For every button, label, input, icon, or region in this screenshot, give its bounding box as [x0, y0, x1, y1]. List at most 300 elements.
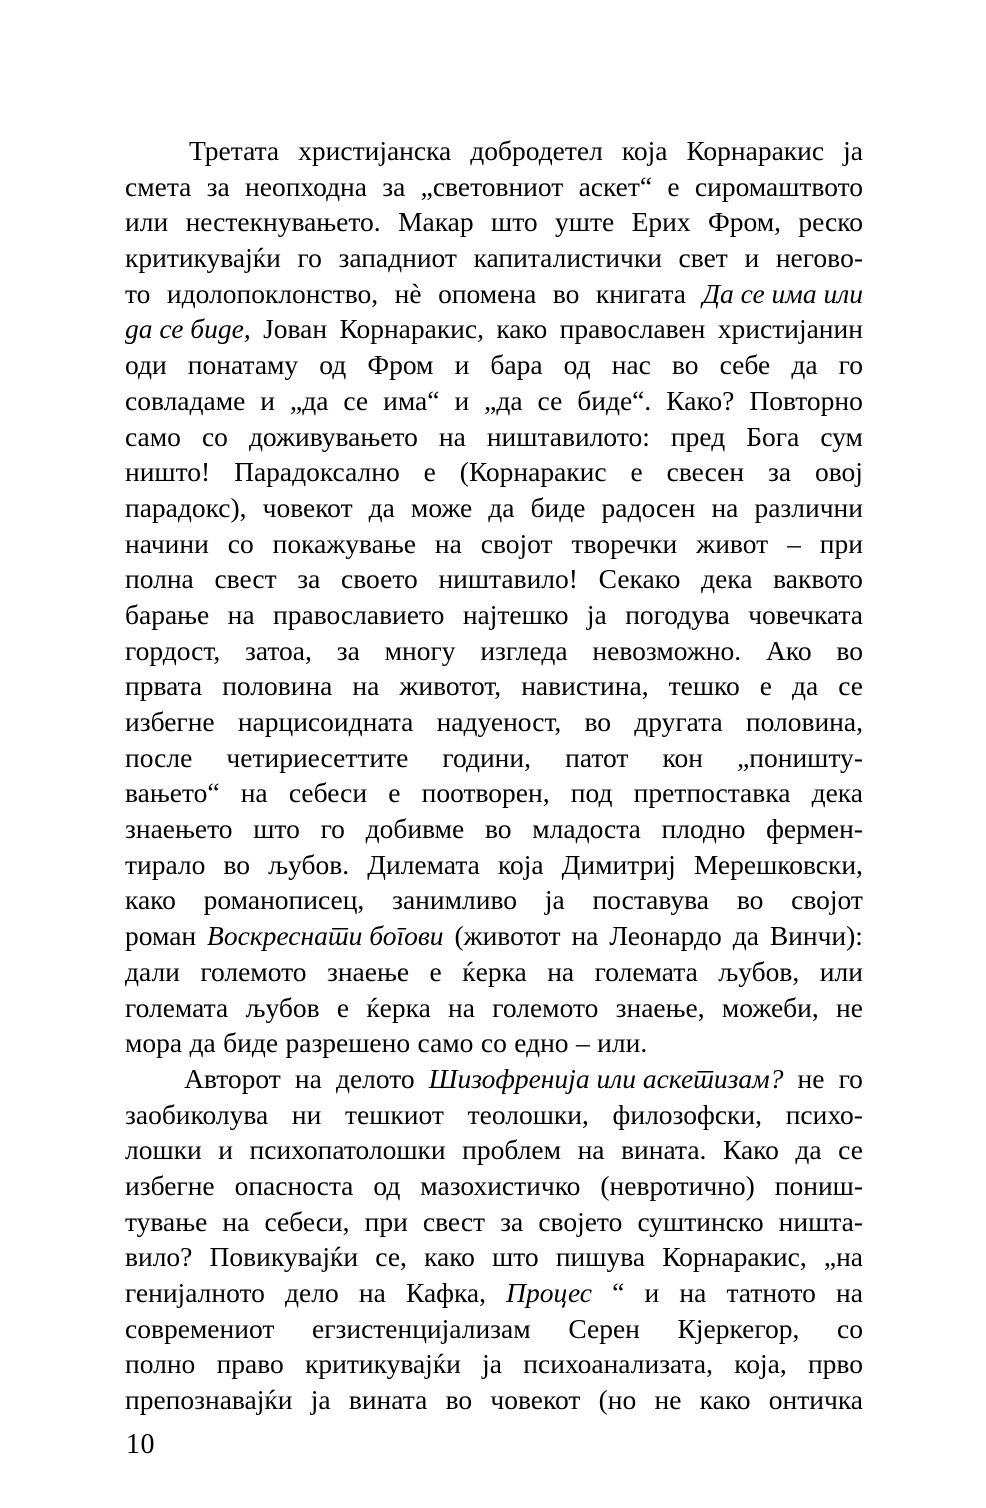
word: занимливо	[392, 884, 518, 916]
italic-title-word: да се биде,	[125, 313, 251, 345]
text-line	[125, 347, 863, 383]
word: во	[836, 634, 863, 666]
text-line	[125, 133, 863, 169]
word: своето	[341, 563, 418, 595]
word: вањето“	[125, 777, 220, 809]
word: генијалното	[125, 1277, 265, 1308]
text-line	[125, 1025, 863, 1061]
word: што	[492, 1241, 539, 1273]
word: на	[836, 1277, 863, 1308]
word: знаењето	[125, 813, 233, 845]
word: Секако	[598, 563, 681, 595]
text-line	[125, 811, 863, 847]
word: гордост,	[125, 634, 221, 666]
word: пониш-	[774, 1169, 863, 1201]
word: ја	[482, 1348, 503, 1380]
word: творечки	[571, 527, 678, 559]
word: мора	[125, 1027, 183, 1059]
word: нас	[611, 349, 651, 381]
word: со	[836, 1312, 863, 1344]
word: себе	[719, 349, 771, 381]
word: својот	[791, 884, 863, 916]
word: фермен-	[766, 813, 863, 845]
word: за	[206, 170, 230, 202]
body-text	[125, 133, 863, 1418]
word: во	[552, 277, 580, 309]
word: ваквото	[773, 563, 863, 595]
word: современиот	[125, 1312, 275, 1344]
word: ни	[291, 1098, 322, 1130]
word: то	[125, 277, 151, 309]
word: својето	[538, 1205, 623, 1237]
word: ништа-	[778, 1205, 863, 1237]
word: разрешено	[285, 1027, 411, 1059]
word: Повикувајќи	[209, 1241, 359, 1273]
word: не	[836, 991, 863, 1023]
word: да	[792, 670, 819, 702]
word: (животот	[454, 920, 561, 952]
word: на	[434, 527, 462, 559]
word: да	[368, 491, 395, 523]
word: избегне	[125, 706, 215, 737]
text-line	[125, 990, 863, 1026]
word: Јован	[263, 313, 328, 345]
word: од	[319, 349, 347, 381]
word: полна	[125, 563, 194, 595]
word: парадокс),	[125, 491, 247, 523]
word: на	[571, 920, 599, 952]
word: онтичка	[768, 1384, 863, 1416]
word: на	[222, 1205, 250, 1237]
text-line	[125, 383, 863, 419]
word: ја	[843, 135, 863, 166]
word: кон	[662, 741, 703, 773]
word: на	[294, 1062, 322, 1094]
word: романописец,	[203, 884, 365, 916]
word: прво	[807, 1348, 863, 1380]
word: роман	[125, 920, 197, 952]
word: Бога	[746, 420, 800, 452]
word: сиромаштвото	[694, 170, 863, 202]
word: патот	[565, 741, 629, 773]
word: и	[454, 349, 470, 381]
word: Корнаракис	[686, 135, 825, 166]
word: љубов.	[268, 848, 350, 880]
word: Авторот	[184, 1062, 281, 1094]
word: и	[260, 384, 276, 416]
word: тешко	[668, 670, 740, 702]
word: големото	[200, 955, 307, 987]
word: се,	[375, 1241, 407, 1273]
word: „поништу-	[737, 741, 863, 773]
word: пишува	[555, 1241, 646, 1273]
word: мазохистичко	[420, 1169, 581, 1201]
word: поставува	[592, 884, 710, 916]
text-line	[125, 1382, 863, 1418]
word: при	[819, 527, 863, 559]
word: можеби,	[721, 991, 819, 1023]
text-line	[125, 1311, 863, 1347]
word: Димитриј	[561, 848, 676, 880]
word: во	[584, 706, 612, 737]
word: како	[496, 313, 548, 345]
word: не	[797, 1062, 825, 1094]
text-line	[125, 490, 863, 526]
word: радосен	[601, 491, 696, 523]
word: Макар	[398, 206, 474, 238]
word: книгата	[595, 277, 686, 309]
word: надуеност,	[436, 706, 562, 737]
word: се	[537, 384, 563, 416]
word: тешкиот	[345, 1098, 444, 1130]
word: биде	[530, 491, 586, 523]
word: и	[744, 242, 760, 274]
word: за	[500, 1205, 524, 1237]
word: што	[253, 813, 300, 845]
word: Мерешковски,	[693, 848, 863, 880]
word: на	[679, 1277, 707, 1308]
word: на	[577, 1134, 605, 1166]
word: ништо!	[125, 456, 211, 488]
word: е	[667, 170, 680, 202]
quote-mark: “	[612, 1277, 625, 1308]
word: Дилемата	[367, 848, 480, 880]
word: Кјеркегор,	[677, 1312, 800, 1344]
word: Корнаракис,	[662, 1241, 807, 1273]
word: „световниот	[420, 170, 564, 202]
word: или	[819, 955, 863, 987]
word: од	[563, 349, 591, 381]
word: суштинско	[637, 1205, 764, 1237]
word: егзистенцијализам	[312, 1312, 531, 1344]
text-line	[125, 740, 863, 776]
word: понатаму	[187, 349, 299, 381]
word: ја	[586, 598, 607, 630]
word: во	[671, 349, 699, 381]
word: да	[795, 1134, 822, 1166]
word: невозможно.	[592, 634, 742, 666]
word: –	[575, 1027, 590, 1059]
word: под	[570, 777, 613, 809]
text-line	[125, 1097, 863, 1133]
word: да	[732, 920, 759, 952]
word: што	[491, 206, 538, 238]
word: ја	[310, 1384, 331, 1416]
word: на	[438, 420, 466, 452]
word: која,	[734, 1348, 787, 1380]
word: тирало	[125, 848, 206, 880]
word: Како	[722, 1134, 779, 1166]
word: само	[417, 1027, 474, 1059]
text-line	[125, 1061, 863, 1097]
word: Серен	[568, 1312, 640, 1344]
text-line	[125, 561, 863, 597]
word: четириесеттите	[226, 741, 409, 773]
word: од	[373, 1169, 401, 1201]
word: проблем	[462, 1134, 562, 1166]
word: биде“.	[577, 384, 652, 416]
word: совладаме	[125, 384, 246, 416]
word: Винчи):	[769, 920, 863, 952]
word: дека	[811, 777, 863, 809]
word: неговo-	[775, 242, 863, 274]
word: дека	[701, 563, 753, 595]
word: човекот	[490, 1384, 581, 1416]
word: нарцисоидната	[237, 706, 414, 737]
word: овој	[814, 456, 863, 488]
word: многу	[384, 634, 456, 666]
text-line	[125, 918, 863, 954]
word: да	[488, 491, 515, 523]
text-line	[125, 454, 863, 490]
word: добродетел	[470, 135, 603, 166]
text-line	[125, 847, 863, 883]
text-line	[125, 526, 863, 562]
word: на	[448, 991, 475, 1023]
word: најтешко	[462, 598, 569, 630]
word: христијанска	[298, 135, 452, 166]
word: при	[364, 1205, 408, 1237]
word: капиталистички	[473, 242, 662, 274]
word: се	[343, 384, 369, 416]
word: дали	[125, 955, 180, 987]
word: –	[787, 527, 801, 559]
word: со	[201, 420, 228, 452]
word: свест	[214, 563, 277, 595]
word: психо-	[785, 1098, 863, 1130]
word: православието	[273, 598, 445, 630]
text-line	[125, 169, 863, 205]
word: западниот	[338, 242, 457, 274]
word: за	[767, 456, 792, 488]
word: во	[445, 1384, 473, 1416]
word: „да	[290, 384, 329, 416]
text-line	[125, 276, 863, 312]
word: и	[644, 1277, 660, 1308]
word: ќерка	[462, 955, 527, 987]
text-line	[125, 240, 863, 276]
word: начини	[125, 527, 209, 559]
word: како	[125, 884, 176, 916]
word: или.	[597, 1027, 648, 1059]
text-line	[125, 419, 863, 455]
text-line	[125, 1132, 863, 1168]
word: идолопоклонство,	[166, 277, 379, 309]
word: психоанализата,	[523, 1348, 713, 1380]
word: свесен	[666, 456, 745, 488]
text-line	[125, 1239, 863, 1275]
word: е	[429, 955, 442, 987]
word: филозофски,	[612, 1098, 762, 1130]
word: живот	[696, 527, 769, 559]
word: човекот	[262, 491, 353, 523]
word: на	[711, 491, 739, 523]
word: со	[480, 1027, 507, 1059]
word: затоа,	[245, 634, 312, 666]
word: Ако	[766, 634, 812, 666]
word: половина	[222, 670, 333, 702]
word: лошки	[125, 1134, 202, 1166]
word: Ерих	[631, 206, 691, 238]
word: психопатолошки	[249, 1134, 446, 1166]
word: тување	[125, 1205, 208, 1237]
word: свет	[678, 242, 728, 274]
word: е	[759, 670, 772, 702]
word: татното	[726, 1277, 816, 1308]
word: различни	[754, 491, 863, 523]
word: христијанин	[717, 313, 863, 345]
text-line	[125, 1275, 863, 1311]
word: свест	[422, 1205, 486, 1237]
word: опомена	[438, 277, 537, 309]
word: бара	[490, 349, 543, 381]
word: препознавајќи	[125, 1384, 293, 1416]
word: (но	[598, 1384, 637, 1416]
word: големото	[492, 991, 599, 1023]
word: го	[838, 1062, 863, 1094]
word: го	[297, 242, 322, 274]
word: е	[423, 456, 436, 488]
word: изгледа	[480, 634, 568, 666]
text-line	[125, 1204, 863, 1240]
word: опасноста	[234, 1169, 354, 1201]
word: неопходна	[245, 170, 367, 202]
word: љубов	[245, 991, 320, 1023]
text-line	[125, 311, 863, 347]
word: другата	[634, 706, 723, 737]
word: или	[125, 206, 169, 238]
word: која	[498, 848, 544, 880]
word: Како?	[666, 384, 735, 416]
word: пред	[670, 420, 726, 452]
word: љубов,	[718, 955, 800, 987]
text-line	[125, 954, 863, 990]
word: не	[654, 1384, 682, 1416]
word: е	[336, 991, 350, 1023]
word: покажување	[272, 527, 416, 559]
word: за	[297, 563, 321, 595]
word: православен	[559, 313, 706, 345]
word: претпоставка	[633, 777, 791, 809]
word: ќерка	[366, 991, 431, 1023]
word: право	[216, 1348, 284, 1380]
word: избегне	[125, 1169, 215, 1201]
word: да	[791, 349, 818, 381]
word: само	[125, 420, 181, 452]
word: Третата	[189, 135, 280, 166]
word: се	[838, 1134, 863, 1166]
word: се	[838, 670, 863, 702]
word: реско	[798, 206, 863, 238]
word: ја	[544, 884, 565, 916]
word: сум	[820, 420, 863, 452]
word: заобиколува	[125, 1098, 269, 1130]
word: биде	[223, 1027, 279, 1059]
word: на	[547, 955, 575, 987]
text-line	[125, 668, 863, 704]
word: животот,	[399, 670, 502, 702]
text-line	[125, 204, 863, 240]
italic-title-word: Воскреснати богови	[207, 920, 444, 952]
page-number: 10	[126, 1429, 155, 1460]
text-line	[125, 1168, 863, 1204]
word: нè	[394, 277, 422, 309]
word: во	[484, 813, 512, 845]
word: вило?	[125, 1241, 193, 1273]
word: на	[352, 670, 380, 702]
word: дело	[285, 1277, 339, 1308]
text-line	[125, 1346, 863, 1382]
word: првата	[125, 670, 203, 702]
word: навистина,	[521, 670, 649, 702]
word: (Корнаракис	[459, 456, 607, 488]
word: големата	[125, 991, 229, 1023]
word: Повторно	[749, 384, 863, 416]
word: знаење,	[615, 991, 705, 1023]
word: Леонардо	[609, 920, 722, 952]
word: ништавилото:	[486, 420, 650, 452]
word: на	[227, 598, 255, 630]
word: за	[336, 634, 360, 666]
word: која	[621, 135, 668, 166]
word: половина,	[745, 706, 863, 737]
word: со	[227, 527, 254, 559]
word: нестекнувањето.	[185, 206, 381, 238]
word: Фром	[367, 349, 434, 381]
word: критикувајќи	[305, 1348, 461, 1380]
word: Парадоксално	[234, 456, 400, 488]
word: во	[736, 884, 764, 916]
italic-title-word: Шизофренија или аскетизам?	[428, 1062, 784, 1094]
word: го	[320, 813, 345, 845]
word: барање	[125, 598, 210, 630]
word: поотворен,	[421, 777, 550, 809]
text-line	[125, 775, 863, 811]
word: вината.	[621, 1134, 707, 1166]
word: критикувајќи	[125, 242, 281, 274]
word: на	[240, 777, 268, 809]
word: теолошки,	[467, 1098, 589, 1130]
word: доживувањето	[248, 420, 418, 452]
word: Фром,	[708, 206, 781, 238]
word: погодува	[625, 598, 730, 630]
word: „на	[823, 1241, 863, 1273]
word: едно	[514, 1027, 569, 1059]
word: големата	[594, 955, 698, 987]
word: вината	[348, 1384, 428, 1416]
word: уште	[555, 206, 615, 238]
word: во	[223, 848, 251, 880]
word: како	[699, 1384, 751, 1416]
italic-title-word: Процес	[506, 1277, 592, 1308]
word: и	[218, 1134, 233, 1166]
word: Корнаракис,	[339, 313, 484, 345]
word: и	[454, 384, 470, 416]
text-line	[125, 597, 863, 633]
text-line	[125, 633, 863, 669]
word: да	[189, 1027, 216, 1059]
word: Кафка,	[405, 1277, 486, 1308]
word: знаење	[326, 955, 410, 987]
word: за	[382, 170, 406, 202]
word: добивме	[365, 813, 465, 845]
word: „да	[484, 384, 523, 416]
text-line	[125, 704, 863, 740]
word: е	[630, 456, 643, 488]
word: оди	[125, 349, 167, 381]
word: плодно	[661, 813, 746, 845]
word: својот	[480, 527, 553, 559]
